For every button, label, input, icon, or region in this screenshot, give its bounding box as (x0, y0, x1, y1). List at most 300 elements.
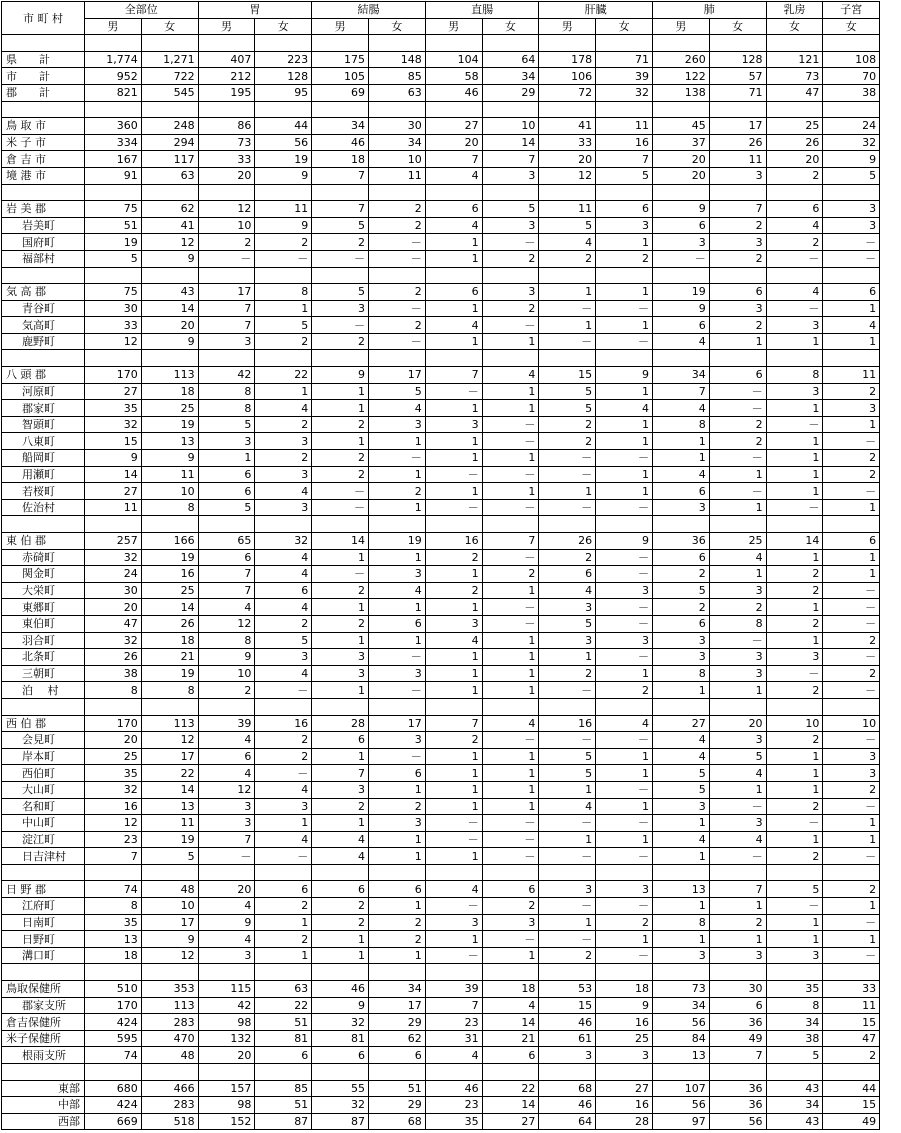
region-name: 船岡町 (2, 450, 85, 467)
count-cell: 14 (766, 533, 823, 550)
empty-cell (709, 184, 766, 201)
count-cell: 3 (482, 167, 539, 184)
count-cell: 4 (766, 284, 823, 301)
count-cell: 35 (425, 1113, 482, 1130)
count-cell: － (539, 931, 596, 948)
count-cell: 1,271 (141, 51, 198, 68)
table-row (2, 151, 880, 168)
count-cell: 4 (425, 1047, 482, 1064)
count-cell: 1 (766, 466, 823, 483)
count-cell: 510 (85, 981, 142, 998)
count-cell: 2 (823, 450, 880, 467)
count-cell: 3 (198, 333, 255, 350)
count-cell: 63 (368, 84, 425, 101)
count-cell: 18 (141, 632, 198, 649)
empty-cell (652, 964, 709, 981)
count-cell: 27 (425, 118, 482, 135)
count-cell: 1 (255, 815, 312, 832)
count-cell: 2 (368, 914, 425, 931)
sex-subheader: 女 (482, 18, 539, 35)
empty-cell (596, 184, 653, 201)
count-cell: 1 (368, 831, 425, 848)
count-cell: 36 (709, 1080, 766, 1097)
count-cell: 3 (255, 433, 312, 450)
count-cell: － (823, 732, 880, 749)
count-cell: 9 (141, 931, 198, 948)
count-cell: 1 (312, 383, 369, 400)
count-cell: 73 (766, 68, 823, 85)
count-cell: 47 (823, 1030, 880, 1047)
count-cell: 6 (312, 732, 369, 749)
count-cell: 21 (482, 1030, 539, 1047)
count-cell: 12 (198, 201, 255, 218)
count-cell: 3 (368, 566, 425, 583)
region-name: 中部 (2, 1097, 85, 1114)
table-row (2, 367, 880, 384)
count-cell: 11 (85, 499, 142, 516)
count-cell: － (312, 250, 369, 267)
table-row (2, 51, 880, 68)
count-cell: 2 (709, 250, 766, 267)
count-cell: 6 (368, 1047, 425, 1064)
empty-cell (2, 184, 85, 201)
count-cell: 105 (312, 68, 369, 85)
count-cell: 1 (312, 400, 369, 417)
count-cell: 2 (766, 582, 823, 599)
count-cell: 1 (596, 931, 653, 948)
count-cell: 5 (539, 748, 596, 765)
count-cell: 1 (368, 947, 425, 964)
count-cell: 1 (766, 450, 823, 467)
count-cell: 7 (198, 582, 255, 599)
count-cell: 68 (368, 1113, 425, 1130)
count-cell: 2 (539, 416, 596, 433)
count-cell: 360 (85, 118, 142, 135)
count-cell: 69 (312, 84, 369, 101)
blank-row (2, 184, 880, 201)
count-cell: 170 (85, 715, 142, 732)
table-row (2, 1080, 880, 1097)
count-cell: 6 (255, 1047, 312, 1064)
count-cell: 4 (482, 715, 539, 732)
count-cell: 1 (425, 599, 482, 616)
count-cell: 14 (85, 466, 142, 483)
count-cell: 9 (255, 217, 312, 234)
count-cell: 1 (823, 416, 880, 433)
count-cell: 31 (425, 1030, 482, 1047)
count-cell: 14 (482, 1097, 539, 1114)
count-cell: 39 (198, 715, 255, 732)
count-cell: 7 (312, 167, 369, 184)
count-cell: － (482, 599, 539, 616)
count-cell: 1 (312, 599, 369, 616)
count-cell: 3 (709, 167, 766, 184)
count-cell: 3 (652, 649, 709, 666)
empty-cell (709, 864, 766, 881)
count-cell: － (425, 815, 482, 832)
count-cell: 283 (141, 1014, 198, 1031)
count-cell: 1 (709, 333, 766, 350)
count-cell: 2 (368, 201, 425, 218)
count-cell: 32 (823, 134, 880, 151)
count-cell: 13 (85, 931, 142, 948)
count-cell: 33 (823, 981, 880, 998)
count-cell: 12 (85, 815, 142, 832)
empty-cell (198, 864, 255, 881)
count-cell: 4 (482, 997, 539, 1014)
count-cell: － (368, 682, 425, 699)
count-cell: － (425, 466, 482, 483)
count-cell: 3 (596, 1047, 653, 1064)
empty-cell (482, 698, 539, 715)
empty-cell (539, 184, 596, 201)
count-cell: 3 (823, 201, 880, 218)
count-cell: 56 (255, 134, 312, 151)
empty-cell (2, 516, 85, 533)
group-header: 肝臓 (539, 2, 653, 19)
count-cell: 1 (482, 781, 539, 798)
empty-cell (141, 864, 198, 881)
count-cell: － (709, 632, 766, 649)
count-cell: 7 (652, 383, 709, 400)
count-cell: 1,774 (85, 51, 142, 68)
count-cell: 5 (652, 765, 709, 782)
count-cell: 19 (141, 416, 198, 433)
count-cell: 16 (539, 715, 596, 732)
count-cell: 13 (141, 433, 198, 450)
count-cell: 3 (425, 416, 482, 433)
count-cell: 5 (198, 499, 255, 516)
count-cell: 36 (709, 1014, 766, 1031)
count-cell: 334 (85, 134, 142, 151)
count-cell: 27 (85, 483, 142, 500)
count-cell: 1 (482, 483, 539, 500)
count-cell: 3 (368, 416, 425, 433)
count-cell: 2 (368, 931, 425, 948)
empty-cell (141, 35, 198, 52)
empty-cell (766, 516, 823, 533)
empty-cell (823, 698, 880, 715)
count-cell: 470 (141, 1030, 198, 1047)
count-cell: 6 (652, 483, 709, 500)
count-cell: 63 (141, 167, 198, 184)
count-cell: 18 (482, 981, 539, 998)
count-cell: － (766, 250, 823, 267)
count-cell: － (482, 416, 539, 433)
count-cell: 9 (652, 201, 709, 218)
count-cell: － (482, 931, 539, 948)
count-cell: 1 (823, 566, 880, 583)
count-cell: 2 (766, 848, 823, 865)
table-row (2, 250, 880, 267)
table-row (2, 947, 880, 964)
count-cell: 7 (425, 715, 482, 732)
count-cell: 2 (823, 632, 880, 649)
count-cell: 4 (425, 167, 482, 184)
count-cell: 260 (652, 51, 709, 68)
count-cell: 3 (709, 234, 766, 251)
empty-cell (198, 964, 255, 981)
count-cell: 81 (255, 1030, 312, 1047)
count-cell: － (425, 499, 482, 516)
table-row (2, 1097, 880, 1114)
count-cell: 2 (766, 234, 823, 251)
count-cell: 24 (823, 118, 880, 135)
count-cell: 5 (709, 748, 766, 765)
region-name: 気高町 (2, 317, 85, 334)
count-cell: 1 (482, 682, 539, 699)
count-cell: 25 (709, 533, 766, 550)
count-cell: 3 (709, 582, 766, 599)
count-cell: 1 (368, 466, 425, 483)
count-cell: 26 (539, 533, 596, 550)
count-cell: 353 (141, 981, 198, 998)
region-name: 県 計 (2, 51, 85, 68)
empty-cell (482, 267, 539, 284)
count-cell: 2 (425, 582, 482, 599)
count-cell: 34 (652, 997, 709, 1014)
count-cell: 6 (425, 284, 482, 301)
count-cell: 3 (255, 798, 312, 815)
count-cell: 2 (766, 798, 823, 815)
blank-row (2, 350, 880, 367)
count-cell: － (368, 300, 425, 317)
count-cell: 212 (198, 68, 255, 85)
count-cell: － (539, 732, 596, 749)
count-cell: 5 (766, 881, 823, 898)
count-cell: 1 (482, 632, 539, 649)
count-cell: 117 (141, 151, 198, 168)
count-cell: 1 (425, 483, 482, 500)
count-cell: 4 (368, 582, 425, 599)
empty-cell (255, 35, 312, 52)
count-cell: 283 (141, 1097, 198, 1114)
count-cell: 107 (652, 1080, 709, 1097)
count-cell: － (709, 483, 766, 500)
count-cell: 20 (198, 167, 255, 184)
count-cell: 6 (255, 881, 312, 898)
table-row (2, 765, 880, 782)
count-cell: 2 (766, 682, 823, 699)
table-row (2, 416, 880, 433)
count-cell: 51 (255, 1097, 312, 1114)
count-cell: － (823, 798, 880, 815)
count-cell: 48 (141, 881, 198, 898)
sex-subheader: 男 (85, 18, 142, 35)
count-cell: 1 (425, 781, 482, 798)
count-cell: 5 (539, 400, 596, 417)
empty-cell (766, 864, 823, 881)
empty-cell (482, 864, 539, 881)
count-cell: 1 (425, 765, 482, 782)
region-name: 根雨支所 (2, 1047, 85, 1064)
count-cell: 3 (766, 649, 823, 666)
count-cell: 4 (709, 549, 766, 566)
empty-cell (823, 35, 880, 52)
count-cell: 8 (766, 367, 823, 384)
count-cell: 4 (368, 400, 425, 417)
count-cell: 6 (425, 201, 482, 218)
count-cell: － (482, 499, 539, 516)
table-row (2, 665, 880, 682)
count-cell: 2 (368, 317, 425, 334)
count-cell: 1 (255, 947, 312, 964)
count-cell: － (482, 317, 539, 334)
count-cell: 1 (425, 649, 482, 666)
empty-cell (368, 964, 425, 981)
count-cell: 1 (368, 898, 425, 915)
count-cell: 545 (141, 84, 198, 101)
count-cell: 5 (255, 317, 312, 334)
count-cell: 1 (425, 931, 482, 948)
count-cell: 1 (766, 333, 823, 350)
count-cell: 7 (85, 848, 142, 865)
table-row (2, 615, 880, 632)
count-cell: 51 (85, 217, 142, 234)
empty-cell (425, 516, 482, 533)
blank-row (2, 864, 880, 881)
count-cell: 34 (766, 1014, 823, 1031)
empty-cell (85, 964, 142, 981)
count-cell: 32 (85, 781, 142, 798)
count-cell: 2 (312, 333, 369, 350)
table-row (2, 914, 880, 931)
count-cell: 25 (141, 400, 198, 417)
count-cell: 81 (312, 1030, 369, 1047)
count-cell: 32 (596, 84, 653, 101)
count-cell: 4 (652, 333, 709, 350)
count-cell: － (482, 732, 539, 749)
count-cell: 3 (596, 582, 653, 599)
count-cell: － (539, 450, 596, 467)
count-cell: － (652, 250, 709, 267)
count-cell: 257 (85, 533, 142, 550)
count-cell: － (539, 466, 596, 483)
count-cell: 2 (255, 333, 312, 350)
count-cell: 84 (652, 1030, 709, 1047)
count-cell: － (596, 815, 653, 832)
count-cell: 6 (198, 483, 255, 500)
count-cell: 3 (652, 798, 709, 815)
count-cell: 1 (482, 798, 539, 815)
empty-cell (709, 267, 766, 284)
count-cell: 5 (652, 582, 709, 599)
table-row (2, 599, 880, 616)
count-cell: 17 (141, 748, 198, 765)
count-cell: － (255, 848, 312, 865)
count-cell: 1 (596, 433, 653, 450)
count-cell: 166 (141, 533, 198, 550)
count-cell: － (482, 234, 539, 251)
count-cell: 12 (198, 615, 255, 632)
count-cell: － (368, 250, 425, 267)
count-cell: 1 (482, 333, 539, 350)
count-cell: 64 (539, 1113, 596, 1130)
count-cell: 6 (823, 284, 880, 301)
empty-cell (823, 516, 880, 533)
count-cell: 58 (425, 68, 482, 85)
count-cell: 2 (255, 732, 312, 749)
region-name: 鹿野町 (2, 333, 85, 350)
count-cell: 5 (198, 416, 255, 433)
count-cell: 178 (539, 51, 596, 68)
empty-cell (368, 516, 425, 533)
count-cell: 16 (596, 134, 653, 151)
count-cell: 4 (255, 400, 312, 417)
count-cell: 65 (198, 533, 255, 550)
empty-cell (482, 101, 539, 118)
empty-cell (823, 350, 880, 367)
count-cell: － (368, 649, 425, 666)
count-cell: 1 (539, 317, 596, 334)
empty-cell (312, 1064, 369, 1081)
count-cell: 3 (766, 383, 823, 400)
region-name: 郡家町 (2, 400, 85, 417)
count-cell: 6 (368, 881, 425, 898)
count-cell: 6 (539, 566, 596, 583)
region-name: 用瀬町 (2, 466, 85, 483)
count-cell: 4 (255, 665, 312, 682)
region-name: 西伯町 (2, 765, 85, 782)
count-cell: 1 (482, 665, 539, 682)
count-cell: 1 (596, 284, 653, 301)
empty-cell (368, 184, 425, 201)
count-cell: 20 (198, 1047, 255, 1064)
count-cell: 407 (198, 51, 255, 68)
count-cell: 1 (425, 748, 482, 765)
count-cell: 71 (596, 51, 653, 68)
count-cell: 3 (652, 234, 709, 251)
table-row (2, 748, 880, 765)
table-row (2, 881, 880, 898)
empty-cell (425, 35, 482, 52)
count-cell: 3 (766, 317, 823, 334)
count-cell: 1 (766, 483, 823, 500)
count-cell: － (596, 566, 653, 583)
count-cell: 5 (312, 217, 369, 234)
empty-cell (85, 101, 142, 118)
count-cell: 6 (709, 284, 766, 301)
region-name: 岩 美 郡 (2, 201, 85, 218)
count-cell: 1 (368, 848, 425, 865)
count-cell: 8 (141, 499, 198, 516)
count-cell: － (539, 300, 596, 317)
count-cell: 32 (312, 1097, 369, 1114)
count-cell: － (766, 499, 823, 516)
count-cell: － (823, 250, 880, 267)
count-cell: 11 (596, 118, 653, 135)
count-cell: 106 (539, 68, 596, 85)
count-cell: 4 (255, 599, 312, 616)
count-cell: 3 (312, 649, 369, 666)
empty-cell (596, 1064, 653, 1081)
count-cell: 13 (652, 1047, 709, 1064)
table-row (2, 84, 880, 101)
count-cell: 6 (482, 1047, 539, 1064)
count-cell: 3 (709, 947, 766, 964)
count-cell: 175 (312, 51, 369, 68)
count-cell: 12 (85, 333, 142, 350)
region-name: 福部村 (2, 250, 85, 267)
empty-cell (539, 350, 596, 367)
empty-cell (85, 35, 142, 52)
table-row (2, 450, 880, 467)
count-cell: 17 (709, 118, 766, 135)
count-cell: 2 (766, 167, 823, 184)
empty-cell (312, 698, 369, 715)
table-row (2, 333, 880, 350)
count-cell: 49 (823, 1113, 880, 1130)
